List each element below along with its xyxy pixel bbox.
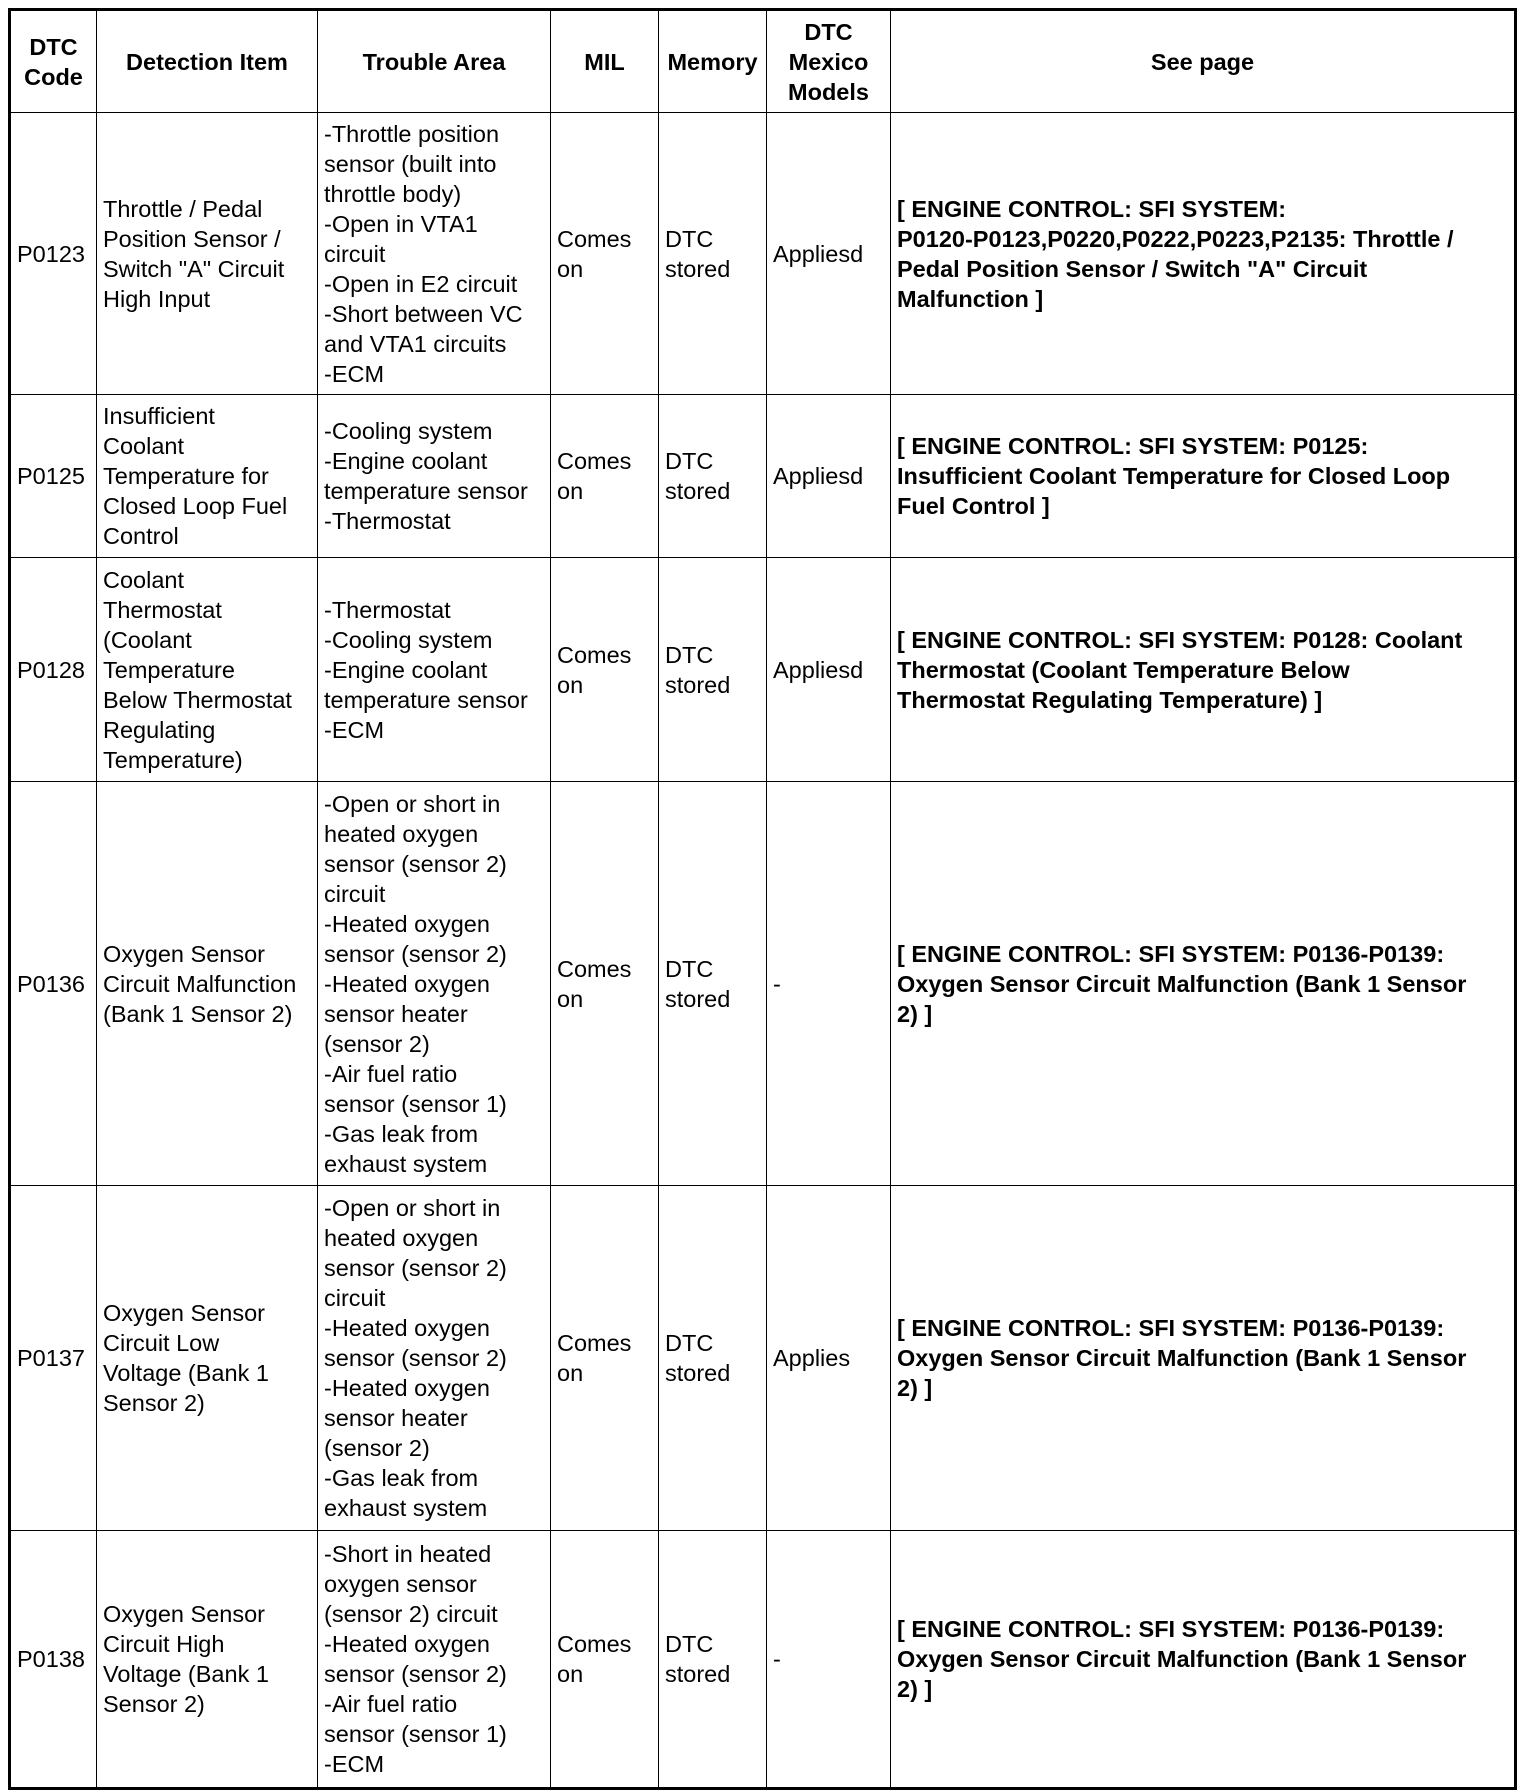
trouble-area-cell-line: throttle body) — [324, 180, 462, 207]
table-header-row — [10, 10, 1516, 113]
detection-item-cell — [97, 558, 318, 782]
see-page-link-line: Oxygen Sensor Circuit Malfunction (Bank 1 Sensor — [897, 1646, 1467, 1672]
see-page-link[interactable] — [891, 113, 1516, 395]
trouble-area-cell — [318, 395, 551, 558]
memory-cell-line: stored — [665, 478, 731, 504]
trouble-area-cell-line: circuit — [324, 1285, 386, 1311]
trouble-area-cell-line: -Engine coolant — [324, 656, 488, 683]
detection-item-cell-line: Temperature for — [103, 463, 269, 489]
dtc-code-cell: P0136 — [10, 782, 97, 1186]
trouble-area-cell-line: -Heated oxygen — [324, 1631, 490, 1657]
trouble-area-cell-line: sensor (built into — [324, 150, 497, 177]
mil-cell-line: Comes — [557, 1330, 632, 1356]
trouble-area-cell-line: -Thermostat — [324, 596, 451, 623]
mil-cell-line: on — [557, 671, 584, 698]
trouble-area-cell-line: sensor (sensor 2) — [324, 850, 507, 877]
trouble-area-cell-line: -ECM — [324, 360, 385, 387]
memory-cell-line: DTC — [665, 448, 714, 474]
detection-item-cell-line: Oxygen Sensor — [103, 940, 265, 967]
trouble-area-cell-line: -Open or short in — [324, 1195, 501, 1221]
mil-cell-line: on — [557, 255, 584, 282]
mil-cell-line: on — [557, 1661, 584, 1687]
trouble-area-cell-line: -Air fuel ratio — [324, 1060, 458, 1087]
see-page-link-line: Oxygen Sensor Circuit Malfunction (Bank 1 Sensor — [897, 1345, 1467, 1371]
trouble-area-cell-line: -Heated oxygen — [324, 910, 490, 937]
detection-item-cell-line: Circuit High — [103, 1631, 225, 1657]
trouble-area-cell-line: sensor heater — [324, 1405, 468, 1431]
trouble-area-cell-line: oxygen sensor — [324, 1571, 477, 1597]
trouble-area-cell — [318, 1531, 551, 1789]
table-row — [10, 1186, 1516, 1531]
mil-cell — [551, 1531, 659, 1789]
header-trouble-area: Trouble Area — [318, 10, 551, 113]
detection-item-cell-line: Coolant — [103, 566, 184, 593]
mexico-models-cell: Appliesd — [767, 395, 891, 558]
trouble-area-cell-line: heated oxygen — [324, 1225, 479, 1251]
detection-item-cell-line: Regulating — [103, 716, 216, 743]
trouble-area-cell-line: -Gas leak from — [324, 1465, 479, 1491]
memory-cell-line: stored — [665, 671, 731, 698]
trouble-area-cell — [318, 113, 551, 395]
see-page-link-line: Fuel Control ] — [897, 493, 1050, 519]
mil-cell-line: Comes — [557, 955, 632, 982]
trouble-area-cell-line: -Heated oxygen — [324, 1315, 490, 1341]
detection-item-cell-line: (Bank 1 Sensor 2) — [103, 1000, 293, 1027]
mexico-models-cell: Applies — [767, 1186, 891, 1531]
memory-cell-line: DTC — [665, 225, 714, 252]
trouble-area-cell-line: sensor (sensor 1) — [324, 1090, 507, 1117]
see-page-link-line: [ ENGINE CONTROL: SFI SYSTEM: P0128: Coolant — [897, 626, 1463, 653]
memory-cell-line: DTC — [665, 1631, 714, 1657]
header-dtc-code: DTC Code — [10, 10, 97, 113]
see-page-link-line: P0120-P0123,P0220,P0222,P0223,P2135: Throttle / — [897, 225, 1454, 252]
see-page-link-line: Pedal Position Sensor / Switch "A" Circuit — [897, 255, 1368, 282]
trouble-area-cell — [318, 558, 551, 782]
trouble-area-cell-line: -ECM — [324, 716, 385, 743]
trouble-area-cell — [318, 1186, 551, 1531]
see-page-link-line: Oxygen Sensor Circuit Malfunction (Bank 1 Sensor — [897, 970, 1467, 997]
detection-item-cell-line: (Coolant — [103, 626, 192, 653]
detection-item-cell-line: Sensor 2) — [103, 1390, 205, 1416]
table-row — [10, 395, 1516, 558]
memory-cell-line: DTC — [665, 1330, 714, 1356]
memory-cell-line: stored — [665, 1360, 731, 1386]
memory-cell-line: stored — [665, 985, 731, 1012]
detection-item-cell-line: Throttle / Pedal — [103, 195, 263, 222]
trouble-area-cell-line: circuit — [324, 240, 386, 267]
mil-cell-line: Comes — [557, 641, 632, 668]
trouble-area-cell-line: exhaust system — [324, 1150, 488, 1177]
detection-item-cell-line: Coolant — [103, 433, 184, 459]
table-row — [10, 1531, 1516, 1789]
mexico-models-cell: Appliesd — [767, 113, 891, 395]
header-dtc-mexico-models: DTC Mexico Models — [767, 10, 891, 113]
trouble-area-cell-line: sensor (sensor 2) — [324, 1255, 507, 1281]
detection-item-cell — [97, 113, 318, 395]
mil-cell — [551, 395, 659, 558]
trouble-area-cell-line: (sensor 2) — [324, 1030, 430, 1057]
header-detection-item: Detection Item — [97, 10, 318, 113]
trouble-area-cell-line: -Short between VC — [324, 300, 523, 327]
trouble-area-cell-line: exhaust system — [324, 1495, 488, 1521]
see-page-link-line: Thermostat Regulating Temperature) ] — [897, 686, 1323, 713]
mil-cell-line: on — [557, 478, 584, 504]
mil-cell-line: Comes — [557, 448, 632, 474]
trouble-area-cell-line: -ECM — [324, 1751, 385, 1777]
detection-item-cell-line: Temperature — [103, 656, 235, 683]
memory-cell-line: stored — [665, 1661, 731, 1687]
header-mil: MIL — [551, 10, 659, 113]
trouble-area-cell-line: -Cooling system — [324, 626, 493, 653]
detection-item-cell — [97, 782, 318, 1186]
memory-cell — [659, 395, 767, 558]
trouble-area-cell-line: temperature sensor — [324, 478, 528, 504]
trouble-area-cell-line: and VTA1 circuits — [324, 330, 507, 357]
detection-item-cell-line: Sensor 2) — [103, 1691, 205, 1717]
dtc-code-cell: P0128 — [10, 558, 97, 782]
trouble-area-cell-line: -Throttle position — [324, 120, 500, 147]
trouble-area-cell-line: -Short in heated — [324, 1541, 492, 1567]
see-page-link[interactable] — [891, 1531, 1516, 1789]
mil-cell — [551, 1186, 659, 1531]
table-row — [10, 113, 1516, 395]
detection-item-cell-line: Closed Loop Fuel — [103, 493, 288, 519]
trouble-area-cell-line: temperature sensor — [324, 686, 528, 713]
detection-item-cell-line: Oxygen Sensor — [103, 1300, 265, 1326]
trouble-area-cell-line: sensor heater — [324, 1000, 468, 1027]
mil-cell — [551, 558, 659, 782]
trouble-area-cell-line: -Gas leak from — [324, 1120, 479, 1147]
trouble-area-cell-line: -Heated oxygen — [324, 970, 490, 997]
detection-item-cell — [97, 395, 318, 558]
header-see-page: See page — [891, 10, 1516, 113]
mexico-models-cell: - — [767, 1531, 891, 1789]
see-page-link-line: [ ENGINE CONTROL: SFI SYSTEM: P0125: — [897, 433, 1369, 459]
detection-item-cell-line: Voltage (Bank 1 — [103, 1661, 269, 1687]
memory-cell-line: DTC — [665, 955, 714, 982]
see-page-link-line: [ ENGINE CONTROL: SFI SYSTEM: — [897, 195, 1287, 222]
mil-cell-line: Comes — [557, 225, 632, 252]
trouble-area-cell-line: sensor (sensor 2) — [324, 940, 507, 967]
see-page-link-line: [ ENGINE CONTROL: SFI SYSTEM: P0136-P0139: — [897, 1616, 1445, 1642]
see-page-link[interactable] — [891, 1186, 1516, 1531]
dtc-code-cell: P0123 — [10, 113, 97, 395]
table-row — [10, 558, 1516, 782]
dtc-table — [8, 8, 1517, 1790]
trouble-area-cell-line: (sensor 2) — [324, 1435, 430, 1461]
trouble-area-cell-line: sensor (sensor 2) — [324, 1345, 507, 1371]
see-page-link[interactable] — [891, 782, 1516, 1186]
memory-cell-line: DTC — [665, 641, 714, 668]
trouble-area-cell-line: -Air fuel ratio — [324, 1691, 458, 1717]
see-page-link-line: 2) ] — [897, 1375, 933, 1401]
memory-cell — [659, 1186, 767, 1531]
header-memory: Memory — [659, 10, 767, 113]
see-page-link-line: Insufficient Coolant Temperature for Closed Loop — [897, 463, 1451, 489]
detection-item-cell-line: Temperature) — [103, 746, 243, 773]
detection-item-cell — [97, 1531, 318, 1789]
see-page-link-line: 2) ] — [897, 1676, 933, 1702]
trouble-area-cell-line: -Cooling system — [324, 418, 493, 444]
dtc-code-cell: P0138 — [10, 1531, 97, 1789]
detection-item-cell-line: Control — [103, 523, 179, 549]
trouble-area-cell-line: (sensor 2) circuit — [324, 1601, 498, 1627]
mil-cell-line: Comes — [557, 1631, 632, 1657]
trouble-area-cell-line: heated oxygen — [324, 820, 479, 847]
see-page-link-line: 2) ] — [897, 1000, 933, 1027]
memory-cell — [659, 1531, 767, 1789]
detection-item-cell-line: Circuit Low — [103, 1330, 220, 1356]
see-page-link-line: [ ENGINE CONTROL: SFI SYSTEM: P0136-P0139: — [897, 1315, 1445, 1341]
memory-cell — [659, 782, 767, 1186]
trouble-area-cell-line: -Open or short in — [324, 790, 501, 817]
detection-item-cell-line: Insufficient — [103, 403, 215, 429]
table-row — [10, 782, 1516, 1186]
mil-cell — [551, 782, 659, 1186]
trouble-area-cell — [318, 782, 551, 1186]
detection-item-cell — [97, 1186, 318, 1531]
trouble-area-cell-line: -Thermostat — [324, 508, 451, 534]
see-page-link-line: Thermostat (Coolant Temperature Below — [897, 656, 1350, 683]
see-page-link-line: [ ENGINE CONTROL: SFI SYSTEM: P0136-P0139: — [897, 940, 1445, 967]
trouble-area-cell-line: -Engine coolant — [324, 448, 488, 474]
memory-cell-line: stored — [665, 255, 731, 282]
see-page-link[interactable] — [891, 558, 1516, 782]
detection-item-cell-line: Below Thermostat — [103, 686, 292, 713]
dtc-code-cell: P0125 — [10, 395, 97, 558]
mexico-models-cell: - — [767, 782, 891, 1186]
trouble-area-cell-line: sensor (sensor 1) — [324, 1721, 507, 1747]
see-page-link-line: Malfunction ] — [897, 285, 1044, 312]
mexico-models-cell: Appliesd — [767, 558, 891, 782]
detection-item-cell-line: Thermostat — [103, 596, 222, 623]
trouble-area-cell-line: circuit — [324, 880, 386, 907]
trouble-area-cell-line: -Open in VTA1 — [324, 210, 478, 237]
detection-item-cell-line: Circuit Malfunction — [103, 970, 297, 997]
mil-cell-line: on — [557, 985, 584, 1012]
detection-item-cell-line: High Input — [103, 285, 211, 312]
trouble-area-cell-line: sensor (sensor 2) — [324, 1661, 507, 1687]
trouble-area-cell-line: -Heated oxygen — [324, 1375, 490, 1401]
memory-cell — [659, 558, 767, 782]
detection-item-cell-line: Voltage (Bank 1 — [103, 1360, 269, 1386]
dtc-code-cell: P0137 — [10, 1186, 97, 1531]
trouble-area-cell-line: -Open in E2 circuit — [324, 270, 518, 297]
memory-cell — [659, 113, 767, 395]
detection-item-cell-line: Oxygen Sensor — [103, 1601, 265, 1627]
see-page-link[interactable] — [891, 395, 1516, 558]
mil-cell — [551, 113, 659, 395]
mil-cell-line: on — [557, 1360, 584, 1386]
detection-item-cell-line: Switch "A" Circuit — [103, 255, 285, 282]
detection-item-cell-line: Position Sensor / — [103, 225, 281, 252]
